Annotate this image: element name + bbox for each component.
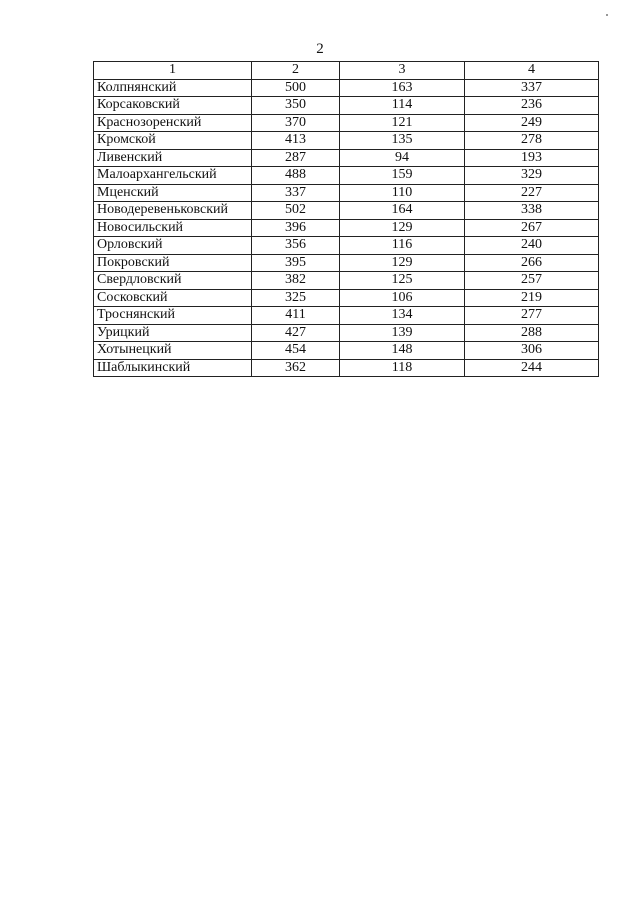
value-cell-col-3: 125	[340, 272, 465, 290]
value-cell-col-3: 106	[340, 289, 465, 307]
value-cell-col-3: 159	[340, 167, 465, 185]
table-row	[94, 272, 599, 290]
value-cell-col-4: 244	[465, 359, 599, 377]
district-name-cell: Корсаковский	[94, 97, 252, 115]
table-row	[94, 307, 599, 325]
value-cell-col-3: 134	[340, 307, 465, 325]
table-row	[94, 342, 599, 360]
value-cell-col-2: 325	[252, 289, 340, 307]
district-name-cell: Троснянский	[94, 307, 252, 325]
district-name-cell: Хотынецкий	[94, 342, 252, 360]
value-cell-col-2: 502	[252, 202, 340, 220]
value-cell-col-3: 114	[340, 97, 465, 115]
column-header-4: 4	[465, 62, 599, 80]
value-cell-col-4: 240	[465, 237, 599, 255]
value-cell-col-4: 227	[465, 184, 599, 202]
district-name-cell: Покровский	[94, 254, 252, 272]
value-cell-col-2: 362	[252, 359, 340, 377]
value-cell-col-4: 249	[465, 114, 599, 132]
value-cell-col-2: 413	[252, 132, 340, 150]
district-name-cell: Колпнянский	[94, 79, 252, 97]
value-cell-col-2: 287	[252, 149, 340, 167]
data-table	[93, 61, 599, 377]
value-cell-col-3: 116	[340, 237, 465, 255]
value-cell-col-3: 139	[340, 324, 465, 342]
value-cell-col-3: 118	[340, 359, 465, 377]
value-cell-col-4: 277	[465, 307, 599, 325]
district-name-cell: Свердловский	[94, 272, 252, 290]
district-name-cell: Новодеревеньковский	[94, 202, 252, 220]
value-cell-col-4: 236	[465, 97, 599, 115]
value-cell-col-4: 267	[465, 219, 599, 237]
table-row	[94, 324, 599, 342]
district-name-cell: Ливенский	[94, 149, 252, 167]
district-name-cell: Кромской	[94, 132, 252, 150]
table-row	[94, 219, 599, 237]
table-row	[94, 149, 599, 167]
table-row	[94, 132, 599, 150]
district-name-cell: Орловский	[94, 237, 252, 255]
value-cell-col-4: 266	[465, 254, 599, 272]
table-row	[94, 97, 599, 115]
value-cell-col-3: 164	[340, 202, 465, 220]
table-row	[94, 114, 599, 132]
value-cell-col-2: 396	[252, 219, 340, 237]
value-cell-col-2: 395	[252, 254, 340, 272]
value-cell-col-3: 129	[340, 219, 465, 237]
value-cell-col-4: 338	[465, 202, 599, 220]
table-row	[94, 237, 599, 255]
value-cell-col-2: 356	[252, 237, 340, 255]
value-cell-col-3: 94	[340, 149, 465, 167]
value-cell-col-2: 337	[252, 184, 340, 202]
value-cell-col-2: 350	[252, 97, 340, 115]
page-number: 2	[316, 41, 324, 57]
value-cell-col-4: 306	[465, 342, 599, 360]
table-row	[94, 289, 599, 307]
value-cell-col-4: 288	[465, 324, 599, 342]
value-cell-col-3: 163	[340, 79, 465, 97]
column-header-3: 3	[340, 62, 465, 80]
table-row	[94, 167, 599, 185]
value-cell-col-4: 278	[465, 132, 599, 150]
district-name-cell: Малоархангельский	[94, 167, 252, 185]
value-cell-col-4: 329	[465, 167, 599, 185]
value-cell-col-2: 454	[252, 342, 340, 360]
district-name-cell: Урицкий	[94, 324, 252, 342]
district-name-cell: Шаблыкинский	[94, 359, 252, 377]
value-cell-col-3: 110	[340, 184, 465, 202]
value-cell-col-2: 427	[252, 324, 340, 342]
table-body	[94, 79, 599, 377]
district-name-cell: Мценский	[94, 184, 252, 202]
scan-speck	[606, 14, 608, 16]
value-cell-col-2: 488	[252, 167, 340, 185]
district-name-cell: Сосковский	[94, 289, 252, 307]
table-row	[94, 202, 599, 220]
value-cell-col-2: 370	[252, 114, 340, 132]
value-cell-col-4: 257	[465, 272, 599, 290]
value-cell-col-3: 148	[340, 342, 465, 360]
table-row	[94, 184, 599, 202]
column-header-1: 1	[94, 62, 252, 80]
value-cell-col-4: 193	[465, 149, 599, 167]
table-row	[94, 254, 599, 272]
value-cell-col-3: 135	[340, 132, 465, 150]
table-row	[94, 79, 599, 97]
column-header-2: 2	[252, 62, 340, 80]
value-cell-col-3: 121	[340, 114, 465, 132]
table-header-row	[94, 62, 599, 80]
value-cell-col-3: 129	[340, 254, 465, 272]
value-cell-col-2: 500	[252, 79, 340, 97]
district-name-cell: Краснозоренский	[94, 114, 252, 132]
value-cell-col-4: 337	[465, 79, 599, 97]
value-cell-col-2: 411	[252, 307, 340, 325]
value-cell-col-2: 382	[252, 272, 340, 290]
district-name-cell: Новосильский	[94, 219, 252, 237]
value-cell-col-4: 219	[465, 289, 599, 307]
table-row	[94, 359, 599, 377]
